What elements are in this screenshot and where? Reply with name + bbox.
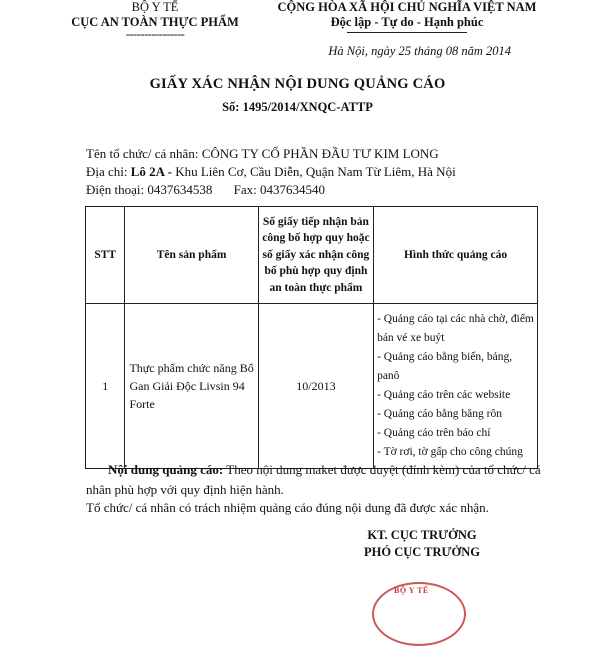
ad-content-text: Theo nội dung maket được duyệt (đính kèm) của tổ chức/ cá nhân phù hợp với quy định hiện hành. <box>86 462 541 497</box>
form-item: - Quảng cáo bằng biển, bảng, panô <box>377 351 513 382</box>
issuing-authority <box>70 0 240 41</box>
contact-line <box>86 182 325 198</box>
phone-number: 0437634538 <box>147 182 213 197</box>
date-line: Hà Nội, ngày 25 tháng 08 năm 2014 <box>328 44 511 58</box>
organization-name-line <box>86 146 439 162</box>
signature-title: KT. CỤC TRƯỞNG <box>367 528 477 542</box>
document-number: Số: 1495/2014/XNQC-ATTP <box>222 100 373 114</box>
row-certificate: 10/2013 <box>258 304 373 469</box>
country-name: CỘNG HÒA XÃ HỘI CHỦ NGHĨA VIỆT NAM <box>277 0 537 14</box>
organization-name-label: Tên tổ chức/ cá nhân: <box>86 146 199 161</box>
phone-label: Điện thoại: <box>86 182 145 197</box>
fax-label: Fax: <box>233 182 257 197</box>
row-forms <box>374 304 538 469</box>
form-item: - Tờ rơi, tờ gấp cho công chúng <box>377 446 523 458</box>
header-product: Tên sản phẩm <box>125 207 258 304</box>
table-header-row <box>86 207 538 304</box>
header-left-dashes: ---------------- <box>125 27 185 41</box>
motto-underline <box>347 32 467 33</box>
header-stt: STT <box>86 207 125 304</box>
address-text: Khu Liên Cơ, Cầu Diễn, Quận Nam Từ Liêm, Hà Nội <box>175 164 456 179</box>
header-forms: Hình thức quảng cáo <box>374 207 538 304</box>
ad-content-label: Nội dung quảng cáo: <box>108 462 224 477</box>
row-stt: 1 <box>86 304 125 469</box>
address-line <box>86 164 456 180</box>
responsibility-statement: Tổ chức/ cá nhân có trách nhiệm quảng cáo đúng nội dung đã được xác nhận. <box>86 500 489 515</box>
form-item: - Quảng cáo bằng băng rôn <box>377 408 502 420</box>
form-item: - Quảng cáo tại các nhà chờ, điểm bán vé xe buýt <box>377 313 534 344</box>
ad-content-paragraph <box>86 460 546 500</box>
form-item: - Quảng cáo trên các website <box>377 389 511 401</box>
header-certificate: Số giấy tiếp nhận bản công bố hợp quy hoặc số giấy xác nhận công bố phù hợp quy định an toàn thực phẩm <box>258 207 373 304</box>
national-motto: Độc lập - Tự do - Hạnh phúc <box>330 15 484 29</box>
fax-number: 0437634540 <box>260 182 326 197</box>
department-name: CỤC AN TOÀN THỰC PHẨM <box>71 15 239 29</box>
address-bold: Lô 2A - <box>130 164 172 179</box>
signature-subtitle: PHÓ CỤC TRƯỞNG <box>364 545 480 559</box>
table-row <box>86 304 538 469</box>
document-title: GIẤY XÁC NHẬN NỘI DUNG QUẢNG CÁO <box>149 76 446 92</box>
organization-name: CÔNG TY CỔ PHẦN ĐẦU TƯ KIM LONG <box>201 146 439 161</box>
ministry-name: BỘ Y TẾ <box>131 0 179 14</box>
row-product: Thực phẩm chức năng Bổ Gan Giải Độc Livsin 94 Forte <box>125 304 258 469</box>
products-table <box>85 206 538 469</box>
national-header <box>262 0 552 33</box>
address-label: Địa chỉ: <box>86 164 128 179</box>
stamp-text: BỘ Y TẾ <box>394 586 429 595</box>
form-item: - Quảng cáo trên báo chí <box>377 427 491 439</box>
